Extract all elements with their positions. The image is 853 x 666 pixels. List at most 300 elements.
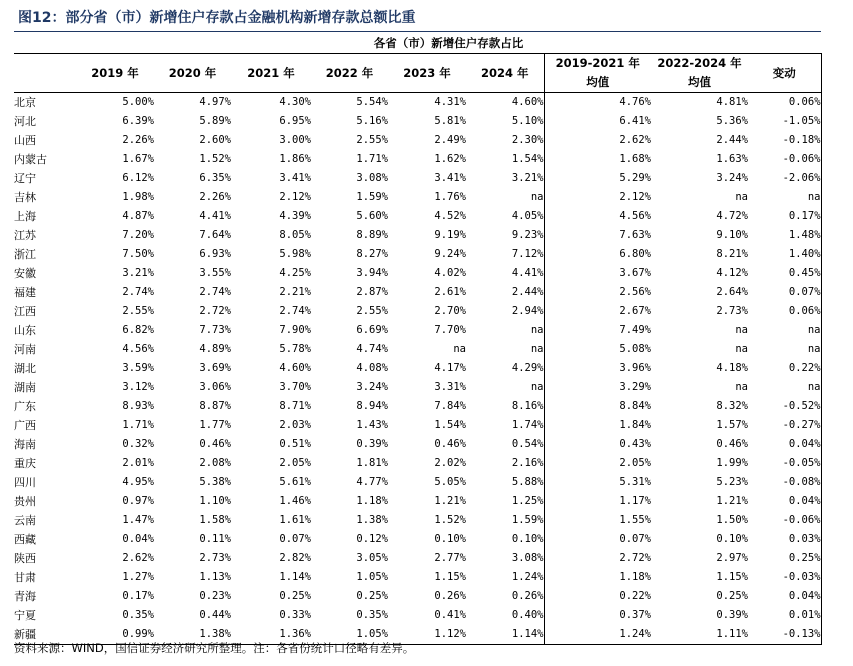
value-cell: 0.26% [434, 590, 466, 602]
value-cell: -1.05% [748, 112, 821, 131]
value-cell: 8.89% [356, 229, 388, 241]
value-cell: 1.86% [279, 153, 311, 165]
value-cell: 2.02% [434, 457, 466, 469]
value-cell: 1.14% [279, 571, 311, 583]
table-row [14, 473, 821, 492]
value-cell: 9.24% [434, 248, 466, 260]
value-cell: 3.41% [279, 172, 311, 184]
value-cell: 0.26% [466, 587, 544, 606]
table-row [14, 245, 821, 264]
value-cell: na [466, 378, 544, 397]
table-row [14, 131, 821, 150]
value-cell: 0.04% [748, 435, 821, 454]
province-name: 吉林 [14, 191, 36, 204]
value-cell: 4.74% [356, 343, 388, 355]
value-cell: 1.57% [716, 419, 748, 431]
value-cell: 0.03% [748, 530, 821, 549]
value-cell: 0.39% [716, 609, 748, 621]
value-cell: 8.05% [279, 229, 311, 241]
value-cell: 0.17% [748, 207, 821, 226]
province-name: 浙江 [14, 248, 36, 261]
value-cell: 0.44% [199, 609, 231, 621]
value-cell: 1.18% [619, 571, 651, 583]
value-cell: 5.23% [716, 476, 748, 488]
column-header-row [14, 54, 821, 93]
value-cell: 0.39% [356, 438, 388, 450]
value-cell: 1.84% [619, 419, 651, 431]
value-cell: 5.29% [619, 172, 651, 184]
value-cell: 2.97% [716, 552, 748, 564]
value-cell: 4.29% [466, 359, 544, 378]
value-cell: na [453, 343, 466, 355]
value-cell: 1.50% [716, 514, 748, 526]
value-cell: 1.25% [466, 492, 544, 511]
value-cell: 2.62% [122, 552, 154, 564]
value-cell: 2.55% [356, 134, 388, 146]
value-cell: 2.49% [434, 134, 466, 146]
value-cell: 4.72% [716, 210, 748, 222]
value-cell: 5.98% [279, 248, 311, 260]
value-cell: 5.05% [434, 476, 466, 488]
value-cell: 0.04% [122, 533, 154, 545]
value-cell: na [735, 343, 748, 355]
value-cell: 3.59% [122, 362, 154, 374]
value-cell: 1.62% [434, 153, 466, 165]
value-cell: 0.46% [199, 438, 231, 450]
value-cell: 2.60% [199, 134, 231, 146]
column-header: 2022-2024 年 均值 [651, 54, 748, 93]
value-cell: 1.74% [466, 416, 544, 435]
value-cell: 1.40% [748, 245, 821, 264]
value-cell: 6.12% [122, 172, 154, 184]
province-name: 北京 [14, 96, 36, 109]
value-cell: na [735, 324, 748, 336]
value-cell: 0.07% [279, 533, 311, 545]
value-cell: 2.56% [619, 286, 651, 298]
value-cell: 0.25% [356, 590, 388, 602]
value-cell: 3.00% [279, 134, 311, 146]
province-name: 重庆 [14, 457, 36, 470]
value-cell: 8.87% [199, 400, 231, 412]
value-cell: 2.64% [716, 286, 748, 298]
value-cell: 1.48% [748, 226, 821, 245]
value-cell: 1.15% [716, 571, 748, 583]
value-cell: 2.73% [199, 552, 231, 564]
table-row [14, 207, 821, 226]
table-row [14, 112, 821, 131]
value-cell: -0.27% [748, 416, 821, 435]
value-cell: 4.97% [199, 96, 231, 108]
value-cell: -2.06% [748, 169, 821, 188]
value-cell: -0.06% [748, 511, 821, 530]
value-cell: 1.77% [199, 419, 231, 431]
value-cell: 2.70% [434, 305, 466, 317]
value-cell: 8.32% [716, 400, 748, 412]
value-cell: 1.43% [356, 419, 388, 431]
table-row [14, 226, 821, 245]
value-cell: 1.99% [716, 457, 748, 469]
value-cell: na [466, 188, 544, 207]
value-cell: 5.60% [356, 210, 388, 222]
value-cell: 0.10% [434, 533, 466, 545]
group-header: 各省（市）新增住户存款占比 [76, 34, 821, 54]
province-name: 宁夏 [14, 609, 36, 622]
value-cell: 7.90% [279, 324, 311, 336]
value-cell: 2.30% [466, 131, 544, 150]
value-cell: 4.05% [466, 207, 544, 226]
table-row [14, 359, 821, 378]
value-cell: 7.20% [122, 229, 154, 241]
value-cell: 4.25% [279, 267, 311, 279]
value-cell: 8.16% [466, 397, 544, 416]
value-cell: 7.64% [199, 229, 231, 241]
value-cell: 1.61% [279, 514, 311, 526]
column-header: 2024 年 [466, 54, 544, 93]
value-cell: 1.54% [434, 419, 466, 431]
value-cell: 6.35% [199, 172, 231, 184]
value-cell: 8.93% [122, 400, 154, 412]
value-cell: na [748, 321, 821, 340]
value-cell: 4.60% [279, 362, 311, 374]
value-cell: 1.81% [356, 457, 388, 469]
value-cell: na [466, 340, 544, 359]
value-cell: 1.15% [434, 571, 466, 583]
value-cell: 0.04% [748, 587, 821, 606]
value-cell: 0.97% [122, 495, 154, 507]
value-cell: 0.12% [356, 533, 388, 545]
value-cell: 0.06% [748, 302, 821, 321]
value-cell: 8.21% [716, 248, 748, 260]
value-cell: 0.35% [122, 609, 154, 621]
table-row [14, 416, 821, 435]
value-cell: 2.72% [199, 305, 231, 317]
value-cell: 7.84% [434, 400, 466, 412]
value-cell: 3.21% [466, 169, 544, 188]
value-cell: 7.73% [199, 324, 231, 336]
value-cell: 7.50% [122, 248, 154, 260]
value-cell: 7.70% [434, 324, 466, 336]
value-cell: 4.39% [279, 210, 311, 222]
value-cell: 2.01% [122, 457, 154, 469]
value-cell: 5.88% [466, 473, 544, 492]
value-cell: 4.41% [199, 210, 231, 222]
province-name: 辽宁 [14, 172, 36, 185]
table-row [14, 587, 821, 606]
value-cell: 5.31% [619, 476, 651, 488]
value-cell: 3.24% [716, 172, 748, 184]
value-cell: 3.67% [619, 267, 651, 279]
value-cell: 3.96% [619, 362, 651, 374]
province-name: 江西 [14, 305, 36, 318]
value-cell: 1.47% [122, 514, 154, 526]
value-cell: 2.12% [619, 191, 651, 203]
table-row [14, 454, 821, 473]
column-header: 2023 年 [388, 54, 466, 93]
value-cell: 4.31% [434, 96, 466, 108]
value-cell: 6.39% [122, 115, 154, 127]
value-cell: 0.06% [748, 93, 821, 113]
value-cell: 0.40% [466, 606, 544, 625]
column-header: 2022 年 [311, 54, 388, 93]
province-name: 甘肃 [14, 571, 36, 584]
value-cell: 0.07% [619, 533, 651, 545]
value-cell: 4.56% [619, 210, 651, 222]
province-name: 安徽 [14, 267, 36, 280]
value-cell: 5.81% [434, 115, 466, 127]
value-cell: 3.08% [356, 172, 388, 184]
value-cell: 8.94% [356, 400, 388, 412]
source-note: 资料来源：WIND，国信证券经济研究所整理。注：各省份统计口径略有差异。 [14, 641, 415, 655]
value-cell: 2.77% [434, 552, 466, 564]
table-row [14, 530, 821, 549]
value-cell: 4.18% [716, 362, 748, 374]
province-name: 湖北 [14, 362, 36, 375]
value-cell: 0.99% [76, 625, 154, 645]
value-cell: 8.84% [619, 400, 651, 412]
table-row [14, 283, 821, 302]
table-row [14, 606, 821, 625]
value-cell: 1.58% [199, 514, 231, 526]
value-cell: 5.61% [279, 476, 311, 488]
province-name: 内蒙古 [14, 153, 47, 166]
province-name: 四川 [14, 476, 36, 489]
value-cell: 2.61% [434, 286, 466, 298]
province-name: 河北 [14, 115, 36, 128]
value-cell: 4.76% [619, 96, 651, 108]
value-cell: 1.21% [716, 495, 748, 507]
value-cell: 1.63% [716, 153, 748, 165]
value-cell: 1.21% [434, 495, 466, 507]
province-name: 青海 [14, 590, 36, 603]
value-cell: 4.60% [466, 93, 544, 113]
table-row [14, 492, 821, 511]
value-cell: 1.05% [311, 625, 388, 645]
value-cell: 1.10% [199, 495, 231, 507]
value-cell: 3.24% [356, 381, 388, 393]
value-cell: 6.80% [619, 248, 651, 260]
province-name: 河南 [14, 343, 36, 356]
value-cell: 2.26% [122, 134, 154, 146]
value-cell: 0.54% [466, 435, 544, 454]
value-cell: 5.08% [619, 343, 651, 355]
value-cell: 1.38% [356, 514, 388, 526]
table-row [14, 511, 821, 530]
value-cell: na [735, 381, 748, 393]
province-name: 山东 [14, 324, 36, 337]
value-cell: 2.44% [716, 134, 748, 146]
value-cell: na [748, 340, 821, 359]
value-cell: 2.74% [199, 286, 231, 298]
figure-title: 图12：部分省（市）新增住户存款占金融机构新增存款总额比重 [18, 10, 416, 26]
value-cell: 0.43% [619, 438, 651, 450]
value-cell: 4.81% [716, 96, 748, 108]
value-cell: 4.08% [356, 362, 388, 374]
value-cell: 2.74% [279, 305, 311, 317]
value-cell: 5.16% [356, 115, 388, 127]
value-cell: 6.41% [619, 115, 651, 127]
value-cell: 4.89% [199, 343, 231, 355]
title-divider [14, 31, 821, 32]
value-cell: 1.54% [466, 150, 544, 169]
value-cell: 1.24% [466, 568, 544, 587]
province-name: 海南 [14, 438, 36, 451]
value-cell: 1.52% [199, 153, 231, 165]
value-cell: 8.71% [279, 400, 311, 412]
value-cell: -0.52% [748, 397, 821, 416]
value-cell: 3.05% [356, 552, 388, 564]
value-cell: 3.29% [619, 381, 651, 393]
value-cell: 2.05% [279, 457, 311, 469]
value-cell: 0.51% [279, 438, 311, 450]
province-name: 上海 [14, 210, 36, 223]
value-cell: 3.70% [279, 381, 311, 393]
value-cell: 0.35% [356, 609, 388, 621]
province-name: 湖南 [14, 381, 36, 394]
table-row [14, 169, 821, 188]
value-cell: 2.62% [619, 134, 651, 146]
table-row [14, 321, 821, 340]
value-cell: 6.82% [122, 324, 154, 336]
province-name: 新疆 [14, 625, 76, 645]
value-cell: 0.25% [279, 590, 311, 602]
column-header: 2020 年 [154, 54, 231, 93]
value-cell: -0.08% [748, 473, 821, 492]
value-cell: 1.17% [619, 495, 651, 507]
value-cell: 0.17% [122, 590, 154, 602]
table-row [14, 264, 821, 283]
value-cell: 0.45% [748, 264, 821, 283]
value-cell: 2.87% [356, 286, 388, 298]
value-cell: 0.46% [716, 438, 748, 450]
value-cell: 4.95% [122, 476, 154, 488]
value-cell: 6.93% [199, 248, 231, 260]
value-cell: 0.11% [199, 533, 231, 545]
group-header-row [14, 34, 821, 54]
value-cell: 1.05% [356, 571, 388, 583]
value-cell: 0.33% [279, 609, 311, 621]
value-cell: 2.12% [279, 191, 311, 203]
value-cell: 5.89% [199, 115, 231, 127]
table-row [14, 435, 821, 454]
value-cell: 2.05% [619, 457, 651, 469]
value-cell: 3.08% [466, 549, 544, 568]
value-cell: 8.27% [356, 248, 388, 260]
value-cell: 2.94% [466, 302, 544, 321]
province-name: 广东 [14, 400, 36, 413]
value-cell: 3.21% [122, 267, 154, 279]
value-cell: 1.27% [122, 571, 154, 583]
value-cell: na [735, 191, 748, 203]
table-row [14, 93, 821, 113]
table-row [14, 302, 821, 321]
value-cell: 2.82% [279, 552, 311, 564]
table-row [14, 397, 821, 416]
value-cell: 3.69% [199, 362, 231, 374]
value-cell: na [466, 321, 544, 340]
value-cell: 6.95% [279, 115, 311, 127]
column-header: 变动 [748, 54, 821, 93]
value-cell: 0.07% [748, 283, 821, 302]
value-cell: 5.78% [279, 343, 311, 355]
value-cell: -0.06% [748, 150, 821, 169]
value-cell: 1.13% [199, 571, 231, 583]
province-name: 福建 [14, 286, 36, 299]
table-row [14, 340, 821, 359]
table-row [14, 378, 821, 397]
value-cell: 3.12% [122, 381, 154, 393]
value-cell: 5.10% [466, 112, 544, 131]
value-cell: 1.36% [231, 625, 311, 645]
value-cell: 4.17% [434, 362, 466, 374]
value-cell: 6.69% [356, 324, 388, 336]
province-name: 云南 [14, 514, 36, 527]
province-name: 贵州 [14, 495, 36, 508]
province-name: 陕西 [14, 552, 36, 565]
value-cell: 0.04% [748, 492, 821, 511]
value-cell: 2.26% [199, 191, 231, 203]
column-header: 2019 年 [76, 54, 154, 93]
value-cell: 1.52% [434, 514, 466, 526]
value-cell: 0.23% [199, 590, 231, 602]
value-cell: 0.22% [619, 590, 651, 602]
value-cell: 4.52% [434, 210, 466, 222]
value-cell: 9.10% [716, 229, 748, 241]
value-cell: 1.46% [279, 495, 311, 507]
value-cell: 4.30% [279, 96, 311, 108]
value-cell: 3.55% [199, 267, 231, 279]
value-cell: 4.87% [122, 210, 154, 222]
value-cell: 2.44% [466, 283, 544, 302]
value-cell: 1.71% [122, 419, 154, 431]
province-name: 广西 [14, 419, 36, 432]
value-cell: 0.37% [619, 609, 651, 621]
value-cell: 3.41% [434, 172, 466, 184]
value-cell: 1.71% [356, 153, 388, 165]
value-cell: 0.10% [466, 530, 544, 549]
value-cell: 2.55% [356, 305, 388, 317]
value-cell: 2.16% [466, 454, 544, 473]
value-cell: 4.12% [716, 267, 748, 279]
value-cell: 0.01% [748, 606, 821, 625]
table-row [14, 150, 821, 169]
value-cell: -0.03% [748, 568, 821, 587]
value-cell: 2.74% [122, 286, 154, 298]
value-cell: 5.54% [356, 96, 388, 108]
value-cell: 1.98% [122, 191, 154, 203]
value-cell: 9.23% [466, 226, 544, 245]
value-cell: 1.59% [466, 511, 544, 530]
value-cell: 0.41% [434, 609, 466, 621]
value-cell: 2.21% [279, 286, 311, 298]
value-cell: 2.08% [199, 457, 231, 469]
value-cell: 0.25% [716, 590, 748, 602]
value-cell: 1.76% [434, 191, 466, 203]
value-cell: 2.72% [619, 552, 651, 564]
value-cell: 4.02% [434, 267, 466, 279]
value-cell: 1.14% [466, 625, 544, 645]
data-table [14, 34, 822, 645]
value-cell: 1.59% [356, 191, 388, 203]
value-cell: 5.00% [122, 96, 154, 108]
value-cell: 7.12% [466, 245, 544, 264]
column-header: 2021 年 [231, 54, 311, 93]
value-cell: 2.67% [619, 305, 651, 317]
value-cell: 0.46% [434, 438, 466, 450]
value-cell: 1.68% [619, 153, 651, 165]
value-cell: 7.63% [619, 229, 651, 241]
value-cell: 1.12% [388, 625, 466, 645]
value-cell: 5.38% [199, 476, 231, 488]
